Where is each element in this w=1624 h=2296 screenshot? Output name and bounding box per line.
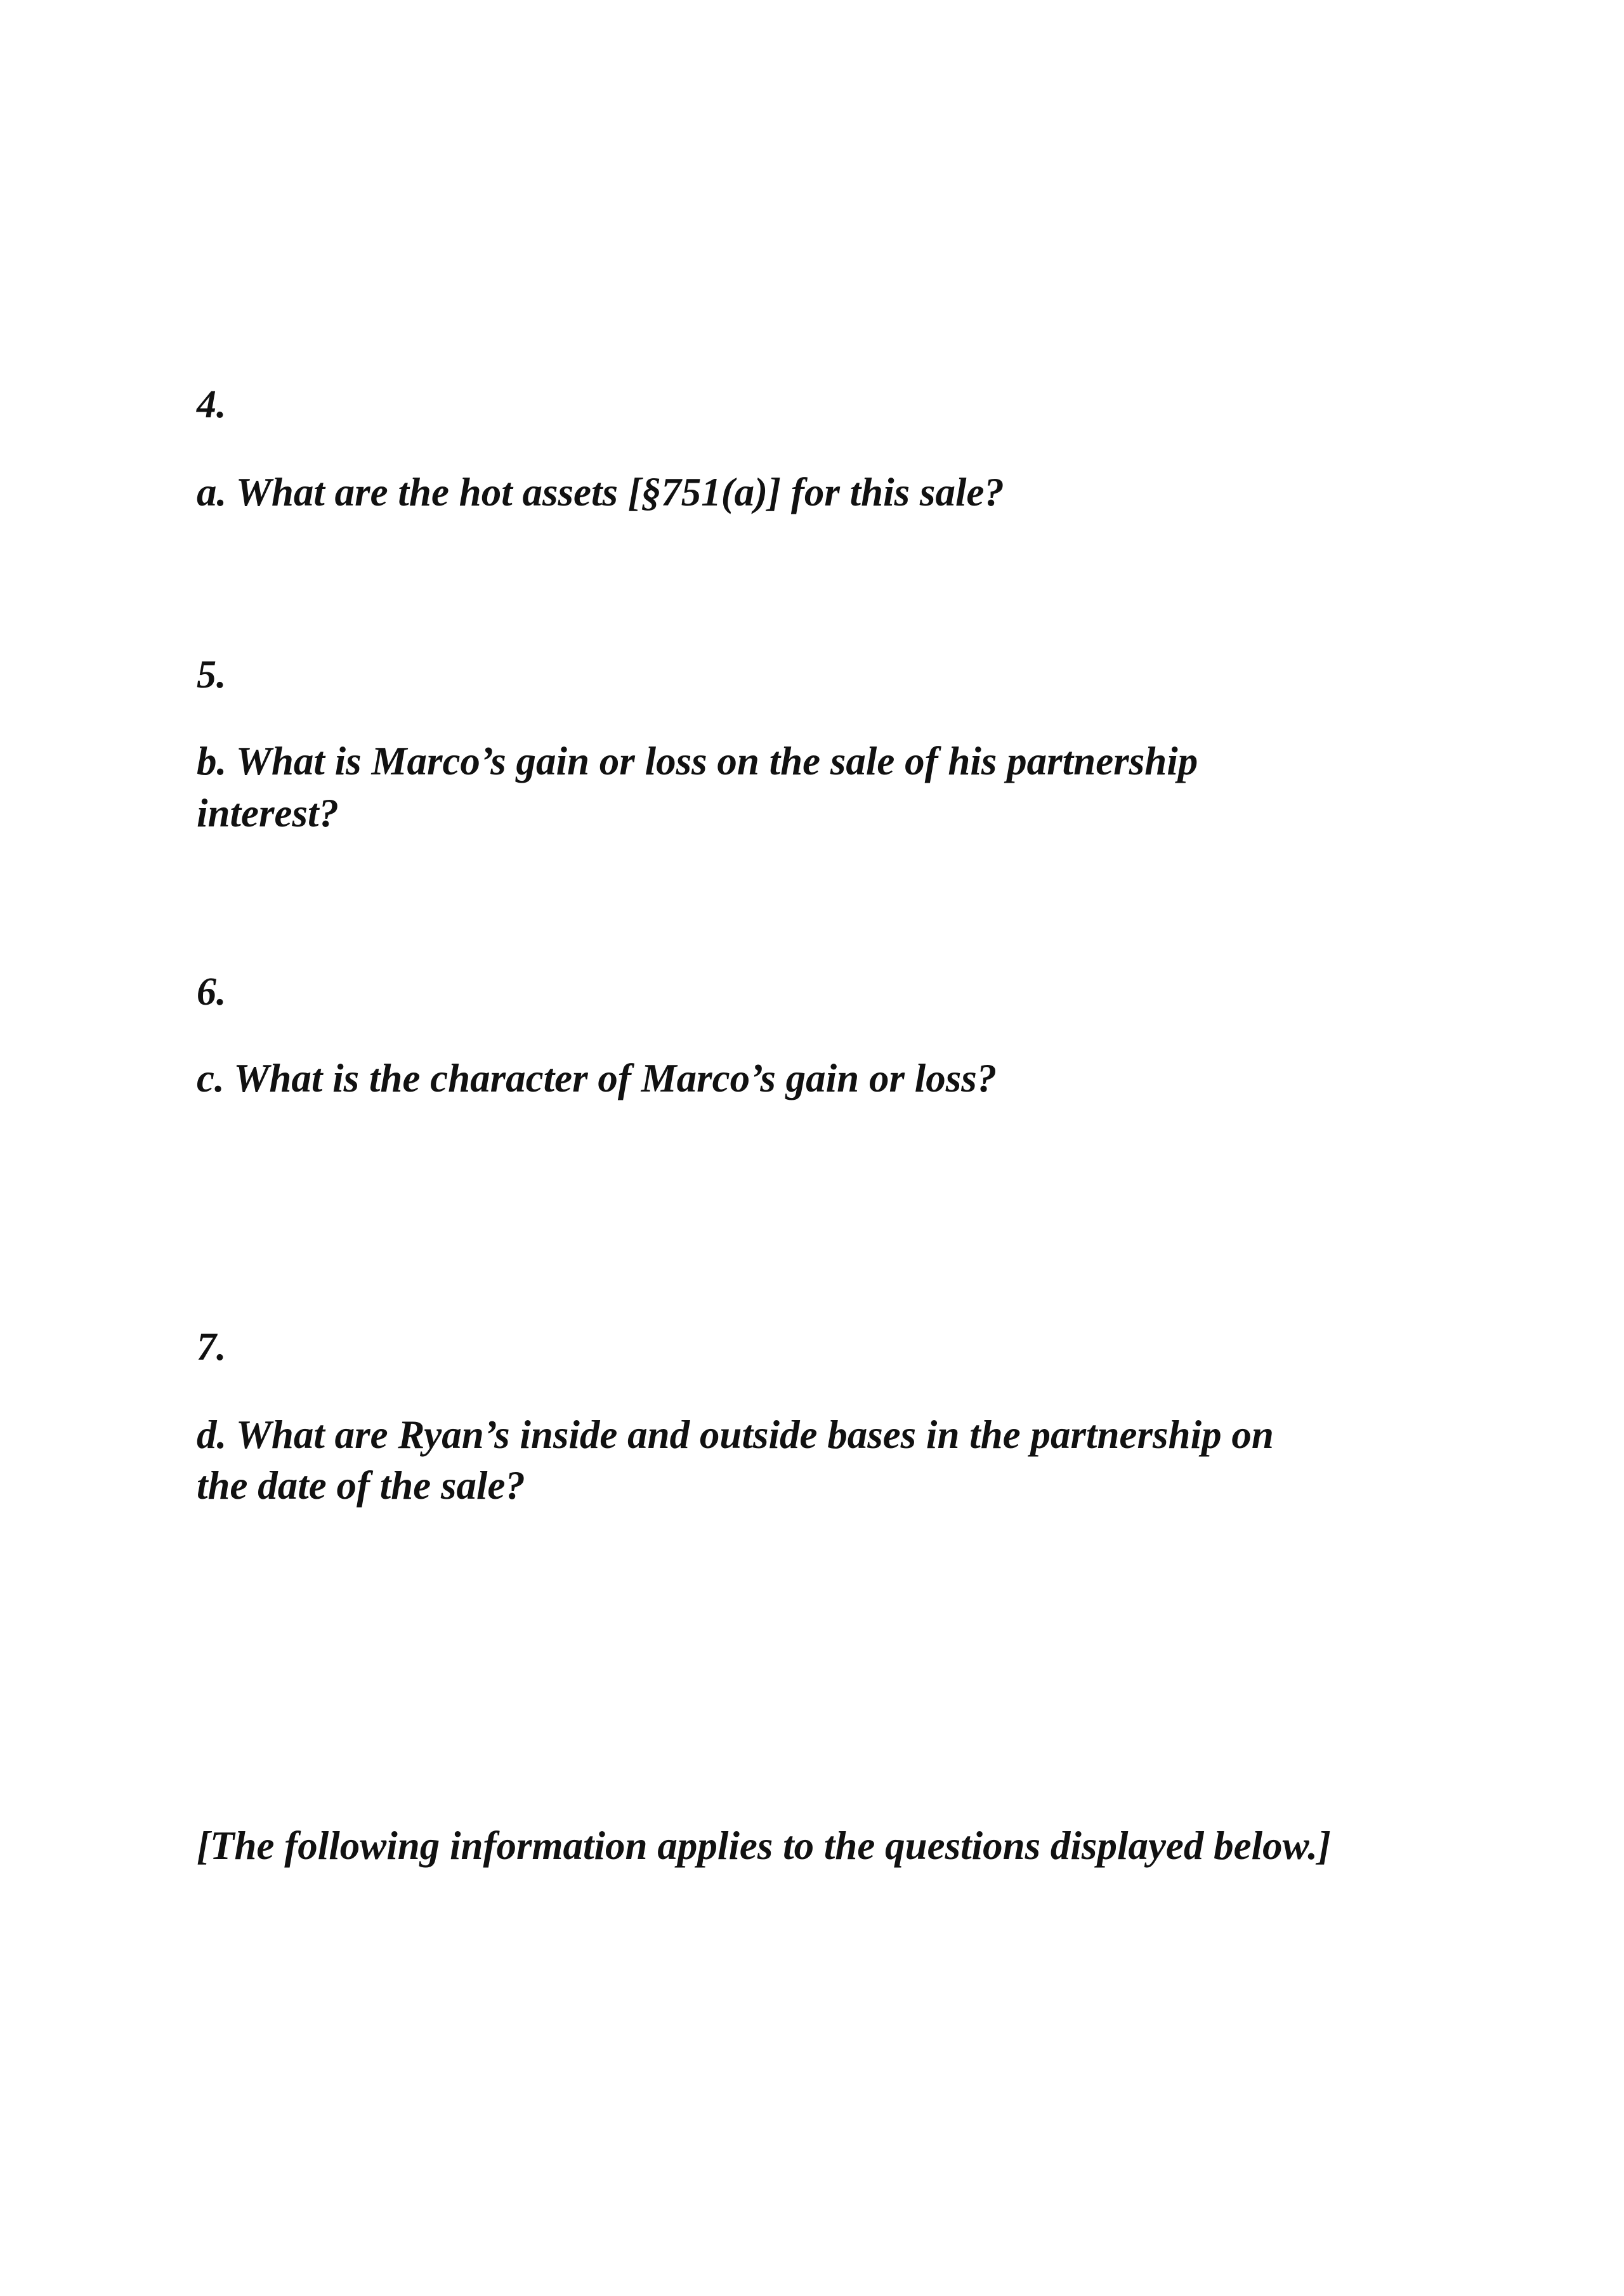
question-number-4: 4. (197, 383, 226, 426)
question-number-6: 6. (197, 970, 226, 1014)
question-b-text-line2: interest? (197, 791, 339, 835)
question-a-text: a. What are the hot assets [§751(a)] for this sale? (197, 470, 1004, 514)
question-b-text-line1: b. What is Marco’s gain or loss on the sale of his partnership (197, 739, 1198, 783)
question-c-text: c. What is the character of Marco’s gain or loss? (197, 1056, 997, 1100)
question-number-5: 5. (197, 653, 226, 696)
question-d-text-line1: d. What are Ryan’s inside and outside bases in the partnership on (197, 1412, 1274, 1457)
question-d-text-line2: the date of the sale? (197, 1463, 525, 1508)
info-applies-note: [The following information applies to the questions displayed below.] (197, 1823, 1331, 1868)
question-number-7: 7. (197, 1326, 226, 1369)
